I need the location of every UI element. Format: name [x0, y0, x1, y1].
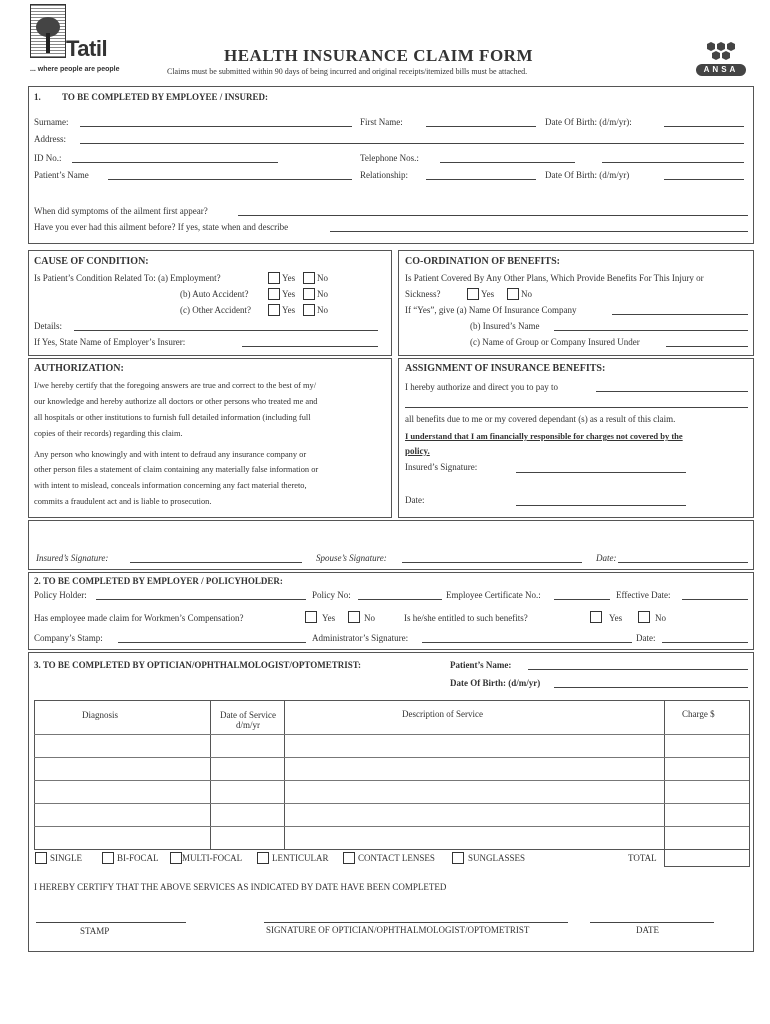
- policy-no-label: Policy No:: [312, 590, 351, 600]
- address-label: Address:: [34, 134, 66, 144]
- other-plans-yes-checkbox[interactable]: [467, 288, 479, 300]
- contact-lenses-label: CONTACT LENSES: [358, 853, 435, 863]
- other-yes-label: Yes: [282, 305, 296, 315]
- group-name-field[interactable]: [666, 346, 748, 347]
- employment-no-label: No: [317, 273, 328, 283]
- logo-text: Tatil: [66, 36, 108, 61]
- auth-line-2: our knowledge and hereby authorize all doctors or other persons who treated me and: [34, 397, 318, 406]
- bifocal-checkbox[interactable]: [102, 852, 114, 864]
- patient-dob-label: Date Of Birth: (d/m/yr): [545, 170, 630, 180]
- ansa-logo: [694, 40, 748, 78]
- insured-signature-label: Insured’s Signature:: [36, 553, 109, 563]
- employer-insurer-label: If Yes, State Name of Employer’s Insurer:: [34, 337, 186, 347]
- section-1: [28, 86, 754, 244]
- telephone-field-1[interactable]: [440, 162, 575, 163]
- assign-line-2: all benefits due to me or my covered dependant (s) as a result of this claim.: [405, 414, 676, 424]
- auto-yes-label: Yes: [282, 289, 296, 299]
- id-no-field[interactable]: [72, 162, 278, 163]
- insured-name-field[interactable]: [554, 330, 748, 331]
- assign-date-label: Date:: [405, 495, 425, 505]
- workmen-no-checkbox[interactable]: [348, 611, 360, 623]
- auto-yes-checkbox[interactable]: [268, 288, 280, 300]
- table-row-line-5: [34, 826, 749, 827]
- service-table: [34, 700, 750, 850]
- employer-insurer-field[interactable]: [242, 346, 378, 347]
- company-stamp-label: Company’s Stamp:: [34, 633, 103, 643]
- cause-auto-label: (b) Auto Accident?: [180, 289, 249, 299]
- admin-signature-label: Administrator’s Signature:: [312, 633, 409, 643]
- assign-insured-signature-field[interactable]: [516, 472, 686, 473]
- logo: [30, 4, 66, 58]
- group-name-label: (c) Name of Group or Company Insured Under: [470, 337, 640, 347]
- auto-no-checkbox[interactable]: [303, 288, 315, 300]
- other-plans-no-label: No: [521, 289, 532, 299]
- auth-line-8: commits a fraudulent act and is liable to prosecution.: [34, 497, 212, 506]
- first-name-label: First Name:: [360, 117, 403, 127]
- insurance-company-field[interactable]: [612, 314, 748, 315]
- patient-name-label: Patient’s Name: [34, 170, 89, 180]
- cause-other-label: (c) Other Accident?: [180, 305, 251, 315]
- table-row-line-1: [34, 734, 749, 735]
- employment-yes-label: Yes: [282, 273, 296, 283]
- company-stamp-field[interactable]: [118, 642, 306, 643]
- details-label: Details:: [34, 321, 62, 331]
- s3-date-field[interactable]: [590, 922, 714, 923]
- col-date-format: d/m/yr: [236, 720, 260, 730]
- pay-to-field[interactable]: [596, 391, 748, 392]
- entitled-yes-label: Yes: [609, 613, 623, 623]
- auth-line-4: copies of their records) regarding this claim.: [34, 429, 183, 438]
- auth-line-7: with intent to mislead, conceals information concerning any fact material thereto,: [34, 481, 307, 490]
- spouse-signature-field[interactable]: [402, 562, 582, 563]
- pay-to-field-2[interactable]: [405, 407, 748, 408]
- policy-holder-field[interactable]: [96, 599, 306, 600]
- col-diagnosis: Diagnosis: [82, 710, 118, 720]
- col-date-of-service: Date of Service: [220, 710, 276, 720]
- had-before-label: Have you ever had this ailment before? If yes, state when and describe: [34, 222, 289, 232]
- s3-patient-name-label: Patient’s Name:: [450, 660, 512, 670]
- relationship-field[interactable]: [426, 179, 536, 180]
- section-1-number: 1.: [34, 92, 41, 102]
- symptoms-label: When did symptoms of the ailment first appear?: [34, 206, 208, 216]
- first-name-field[interactable]: [426, 126, 536, 127]
- symptoms-field[interactable]: [238, 215, 748, 216]
- effective-date-label: Effective Date:: [616, 590, 671, 600]
- auth-line-3: all hospitals or other institutions to furnish full detailed information (including full: [34, 413, 311, 422]
- sunglasses-label: SUNGLASSES: [468, 853, 526, 863]
- surname-field[interactable]: [80, 126, 352, 127]
- stamp-field[interactable]: [36, 922, 186, 923]
- other-plans-no-checkbox[interactable]: [507, 288, 519, 300]
- section-2-date-field[interactable]: [662, 642, 748, 643]
- other-plans-yes-label: Yes: [481, 289, 495, 299]
- assign-line-4: policy.: [405, 446, 430, 456]
- stamp-label: STAMP: [80, 926, 110, 936]
- employment-no-checkbox[interactable]: [303, 272, 315, 284]
- optician-signature-field[interactable]: [264, 922, 568, 923]
- lenticular-label: LENTICULAR: [272, 853, 329, 863]
- signature-date-field[interactable]: [618, 562, 748, 563]
- s3-patient-name-field[interactable]: [528, 669, 748, 670]
- table-row-line-4: [34, 803, 749, 804]
- authorization-title: AUTHORIZATION:: [34, 363, 124, 374]
- ansa-text: ANSA: [703, 65, 739, 74]
- signature-date-label: Date:: [596, 553, 617, 563]
- emp-cert-field[interactable]: [554, 599, 610, 600]
- telephone-label: Telephone Nos.:: [360, 153, 419, 163]
- other-no-checkbox[interactable]: [303, 304, 315, 316]
- table-row-line-2: [34, 757, 749, 758]
- workmen-no-label: No: [364, 613, 375, 623]
- single-label: SINGLE: [50, 853, 82, 863]
- total-box[interactable]: [664, 848, 750, 867]
- single-checkbox[interactable]: [35, 852, 47, 864]
- address-field[interactable]: [80, 143, 744, 144]
- certify-text: I HEREBY CERTIFY THAT THE ABOVE SERVICES AS INDICATED BY DATE HAVE BEEN COMPLETED: [34, 882, 447, 892]
- entitled-no-checkbox[interactable]: [638, 611, 650, 623]
- workmen-yes-label: Yes: [322, 613, 336, 623]
- had-before-field[interactable]: [330, 231, 748, 232]
- auth-line-6: other person files a statement of claim containing any materially false information or: [34, 465, 319, 474]
- col-description: Description of Service: [402, 709, 483, 719]
- other-yes-checkbox[interactable]: [268, 304, 280, 316]
- workmen-yes-checkbox[interactable]: [305, 611, 317, 623]
- assign-line-3: I understand that I am financially responsible for charges not covered by the: [405, 431, 683, 441]
- assign-date-field[interactable]: [516, 505, 686, 506]
- total-label: TOTAL: [628, 853, 657, 863]
- effective-date-field[interactable]: [682, 599, 748, 600]
- relationship-label: Relationship:: [360, 170, 408, 180]
- other-plans-label: Is Patient Covered By Any Other Plans, Which Provide Benefits For This Injury or: [405, 273, 704, 283]
- auth-line-1: I/we hereby certify that the foregoing answers are true and correct to the best of my/: [34, 381, 317, 390]
- insured-signature-field[interactable]: [130, 562, 302, 563]
- details-field[interactable]: [74, 330, 378, 331]
- policy-no-field[interactable]: [358, 599, 442, 600]
- workmen-label: Has employee made claim for Workmen’s Compensation?: [34, 613, 244, 623]
- sunglasses-checkbox[interactable]: [452, 852, 464, 864]
- patient-dob-field[interactable]: [664, 179, 744, 180]
- patient-name-field[interactable]: [108, 179, 352, 180]
- col-charge: Charge $: [682, 709, 715, 719]
- auth-line-5: Any person who knowingly and with intent to defraud any insurance company or: [34, 450, 307, 459]
- coordination-title: CO-ORDINATION OF BENEFITS:: [405, 256, 561, 267]
- admin-signature-field[interactable]: [422, 642, 632, 643]
- policy-holder-label: Policy Holder:: [34, 590, 87, 600]
- lenticular-checkbox[interactable]: [257, 852, 269, 864]
- multifocal-label: MULTI-FOCAL: [182, 853, 243, 863]
- multifocal-checkbox[interactable]: [170, 852, 182, 864]
- surname-label: Surname:: [34, 117, 69, 127]
- contact-lenses-checkbox[interactable]: [343, 852, 355, 864]
- cause-title: CAUSE OF CONDITION:: [34, 256, 149, 267]
- tagline: ... where people are people: [30, 66, 120, 73]
- cause-employment-label: Is Patient’s Condition Related To: (a) Employment?: [34, 273, 221, 283]
- entitled-label: Is he/she entitled to such benefits?: [404, 613, 528, 623]
- dob-label: Date Of Birth: (d/m/yr):: [545, 117, 632, 127]
- section-2-date-label: Date:: [636, 633, 656, 643]
- s3-dob-label: Date Of Birth: (d/m/yr): [450, 678, 541, 688]
- insured-name-label: (b) Insured’s Name: [470, 321, 540, 331]
- assignment-title: ASSIGNMENT OF INSURANCE BENEFITS:: [405, 363, 606, 374]
- insurance-company-label: If “Yes”, give (a) Name Of Insurance Company: [405, 305, 577, 315]
- form-title: HEALTH INSURANCE CLAIM FORM: [224, 46, 533, 65]
- tree-icon: [31, 5, 65, 57]
- sickness-label: Sickness?: [405, 289, 441, 299]
- table-row-line-3: [34, 780, 749, 781]
- id-no-label: ID No.:: [34, 153, 62, 163]
- s3-dob-field[interactable]: [554, 687, 748, 688]
- employment-yes-checkbox[interactable]: [268, 272, 280, 284]
- spouse-signature-label: Spouse’s Signature:: [316, 553, 387, 563]
- optician-signature-label: SIGNATURE OF OPTICIAN/OPHTHALMOLOGIST/OPTOMETRIST: [266, 925, 530, 935]
- dob-field[interactable]: [664, 126, 744, 127]
- section-1-title: TO BE COMPLETED BY EMPLOYEE / INSURED:: [62, 92, 269, 102]
- assign-insured-signature-label: Insured’s Signature:: [405, 462, 478, 472]
- auto-no-label: No: [317, 289, 328, 299]
- entitled-yes-checkbox[interactable]: [590, 611, 602, 623]
- form-subtitle: Claims must be submitted within 90 days of being incurred and original receipts/itemized bills must be attached.: [167, 67, 528, 76]
- entitled-no-label: No: [655, 613, 666, 623]
- bifocal-label: BI-FOCAL: [117, 853, 159, 863]
- other-no-label: No: [317, 305, 328, 315]
- section-2-title: 2. TO BE COMPLETED BY EMPLOYER / POLICYHOLDER:: [34, 576, 283, 586]
- s3-date-label: DATE: [636, 925, 659, 935]
- emp-cert-label: Employee Certificate No.:: [446, 590, 541, 600]
- telephone-field-2[interactable]: [602, 162, 744, 163]
- section-3-title: 3. TO BE COMPLETED BY OPTICIAN/OPHTHALMOLOGIST/OPTOMETRIST:: [34, 660, 362, 670]
- assign-line-1: I hereby authorize and direct you to pay to: [405, 382, 558, 392]
